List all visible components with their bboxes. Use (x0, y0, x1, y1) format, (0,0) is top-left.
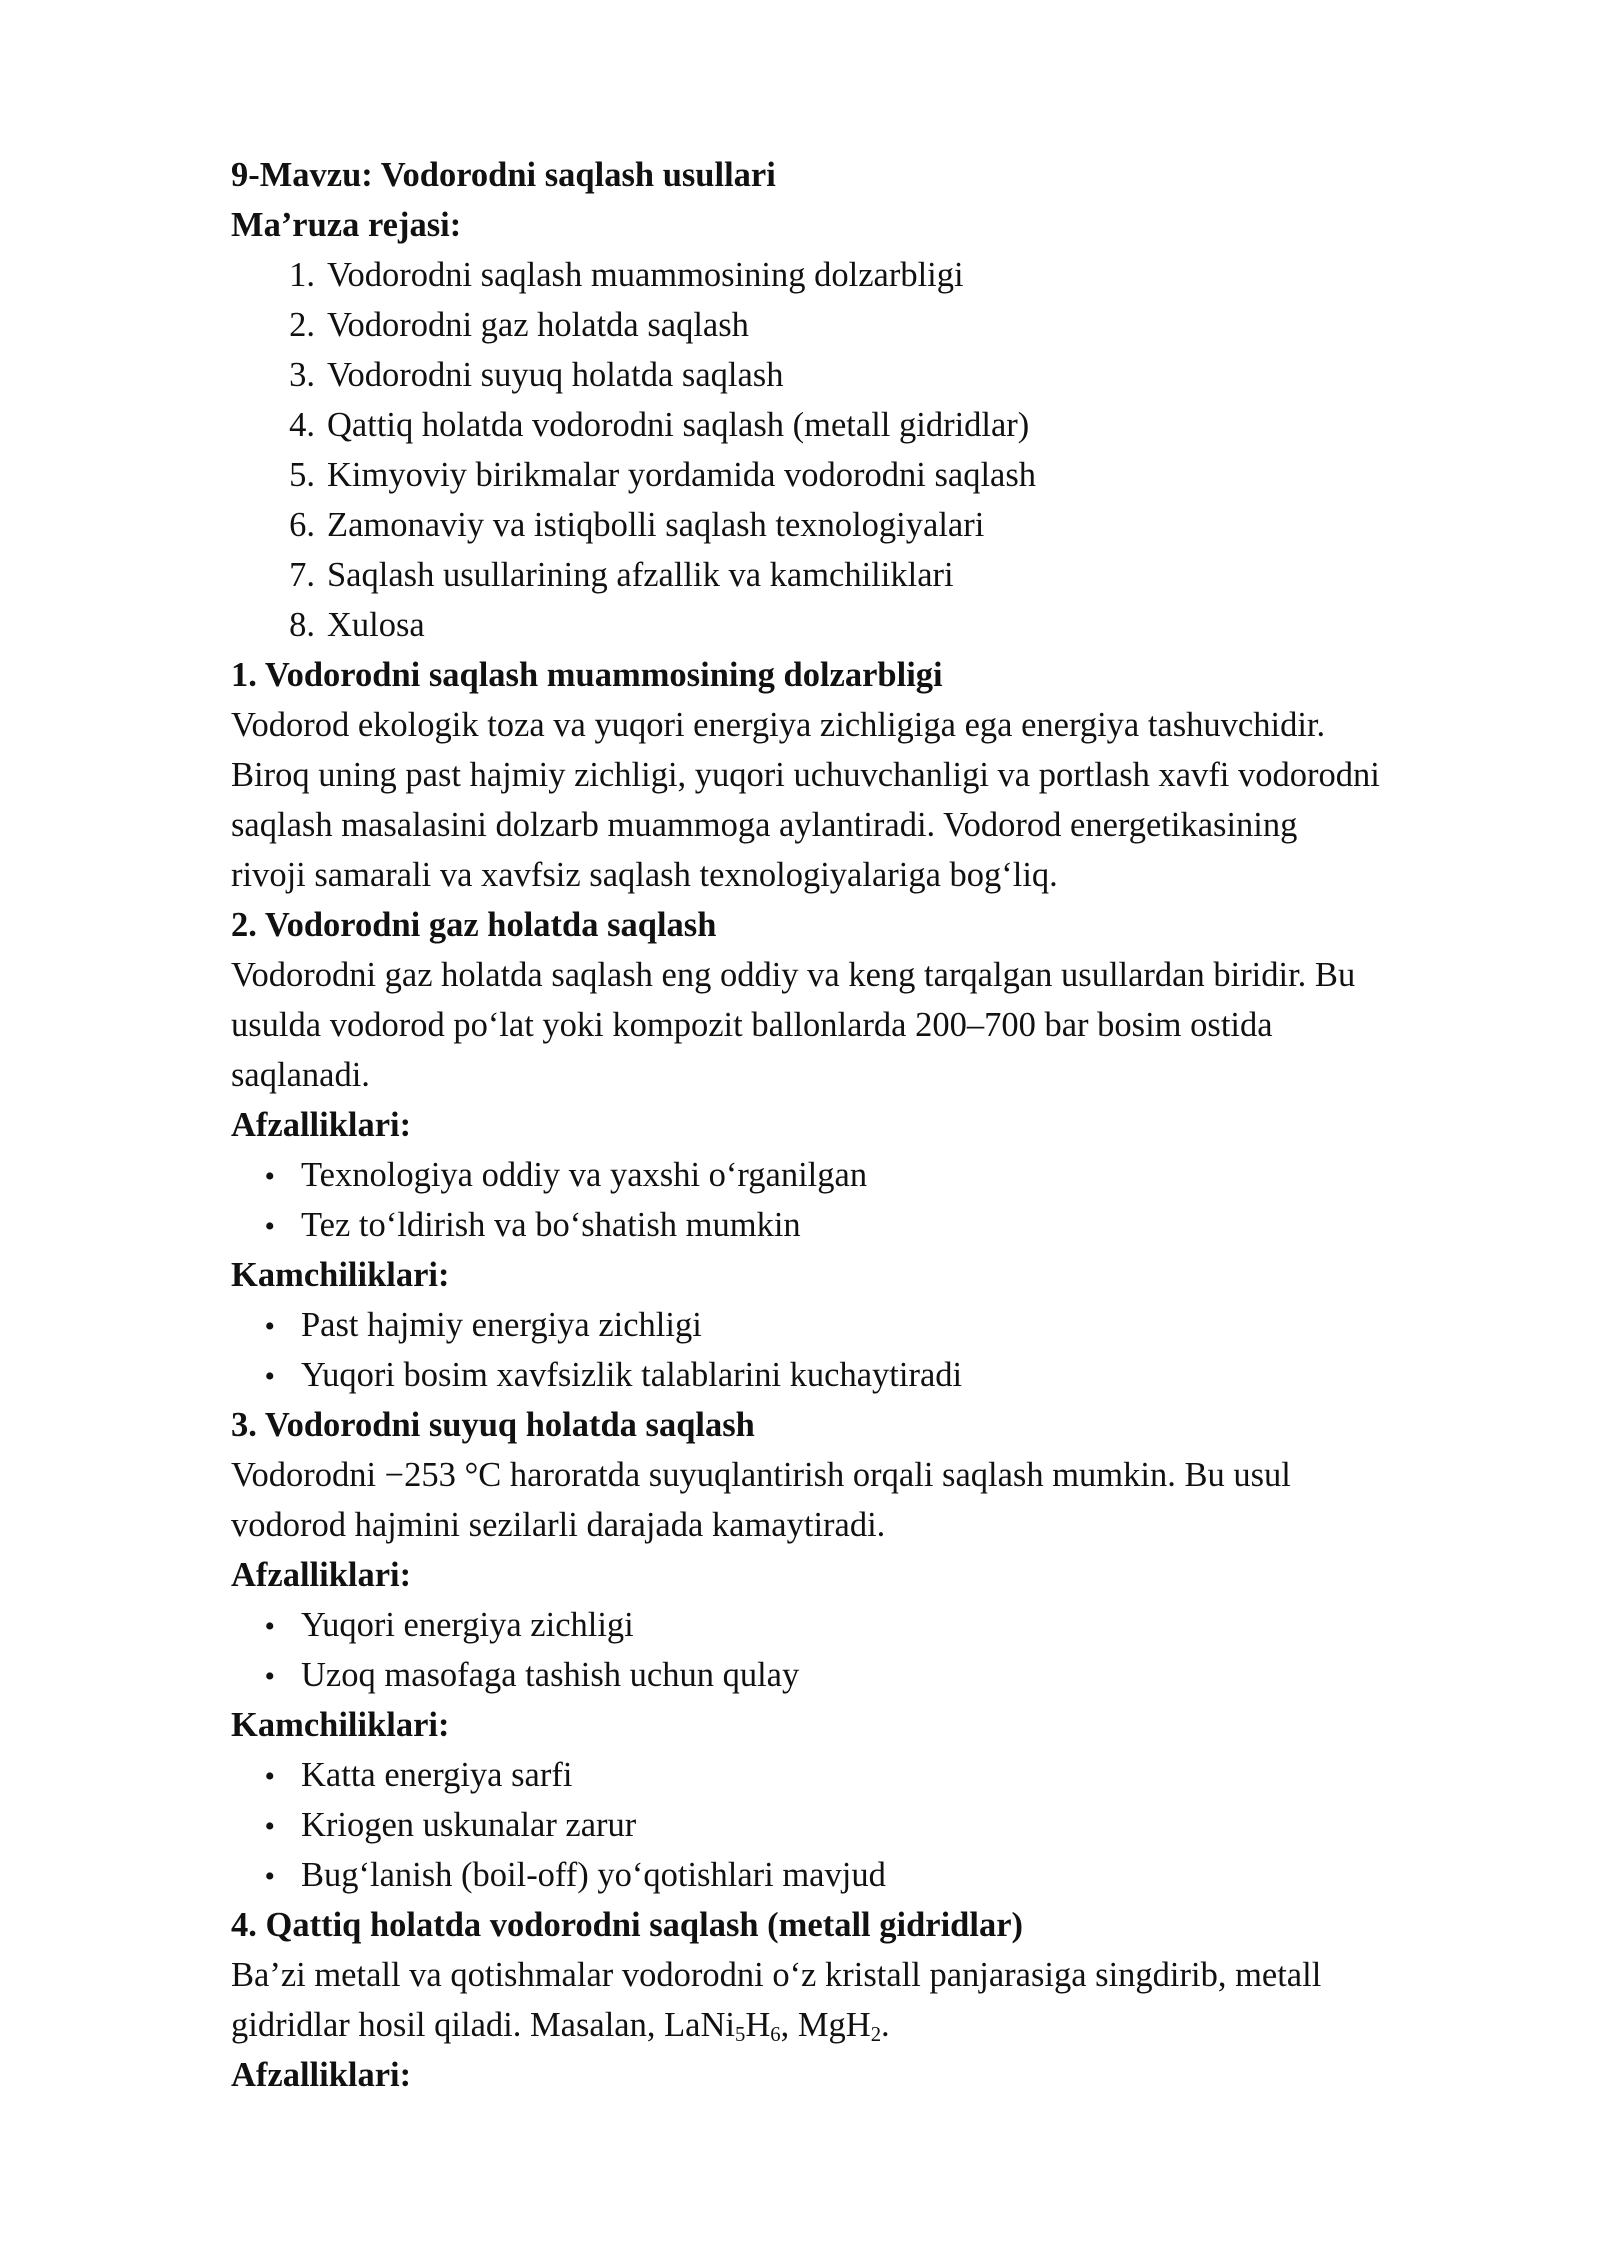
plan-item-number: 5. (289, 456, 315, 494)
section-4-heading: 4. Qattiq holatda vodorodni saqlash (metall gidridlar) (231, 1906, 1024, 1944)
list-item (231, 1300, 1521, 1350)
bullet-icon: • (264, 1360, 275, 1393)
plan-item-number: 8. (289, 606, 315, 644)
plan-heading: Ma’ruza rejasi: (231, 206, 462, 244)
section-2-heading: 2. Vodorodni gaz holatda saqlash (231, 906, 717, 944)
plan-item-text: Kimyoviy birikmalar yordamida vodorodni saqlash (327, 456, 1037, 494)
plan-item-text: Qattiq holatda vodorodni saqlash (metall gidridlar) (327, 406, 1030, 444)
formula-subscript: 2 (870, 2024, 882, 2047)
section-4-text-line: Ba’zi metall va qotishmalar vodorodni o‘z kristall panjarasiga singdirib, metall (231, 1956, 1322, 1994)
formula-part: H (745, 2006, 771, 2044)
list-item (231, 1150, 1521, 1200)
list-item-text: Texnologiya oddiy va yaxshi o‘rganilgan (301, 1156, 868, 1194)
list-item (231, 1850, 1521, 1900)
section-1-text-line: rivoji samarali va xavfsiz saqlash texnologiyalariga bog‘liq. (231, 856, 1058, 894)
list-item (231, 1200, 1521, 1250)
section-3-text-line: Vodorodni −253 °C haroratda suyuqlantirish orqali saqlash mumkin. Bu usul (231, 1456, 1291, 1494)
section-3-advantages-list (231, 1600, 1521, 1700)
section-1-text-line: saqlash masalasini dolzarb muammoga aylantiradi. Vodorod energetikasining (231, 806, 1298, 844)
section-1-text-line: Vodorod ekologik toza va yuqori energiya zichligiga ega energiya tashuvchidir. (231, 706, 1326, 744)
plan-item-number: 1. (289, 256, 315, 294)
section-2-disadvantages-list (231, 1300, 1521, 1400)
plan-item-text: Vodorodni gaz holatda saqlash (327, 306, 749, 344)
document-page (231, 150, 1521, 2100)
formula-subscript: 5 (734, 2024, 746, 2047)
plan-item (231, 600, 1521, 650)
section-1-text-line: Biroq uning past hajmiy zichligi, yuqori uchuvchanligi va portlash xavfi vodorodni (231, 756, 1380, 794)
bullet-icon: • (264, 1760, 275, 1793)
plan-item-number: 4. (289, 406, 315, 444)
list-item-text: Bug‘lanish (boil-off) yo‘qotishlari mavjud (301, 1856, 886, 1894)
plan-item-text: Zamonaviy va istiqbolli saqlash texnologiyalari (327, 506, 985, 544)
plan-item-number: 6. (289, 506, 315, 544)
list-item (231, 1650, 1521, 1700)
section-2-text-line: usulda vodorod po‘lat yoki kompozit ballonlarda 200–700 bar bosim ostida (231, 1006, 1273, 1044)
section-4-advantages-heading: Afzalliklari: (231, 2056, 412, 2094)
list-item-text: Katta energiya sarfi (301, 1756, 573, 1794)
formula-prefix: gidridlar hosil qiladi. Masalan, LaNi (231, 2006, 735, 2044)
formula-subscript: 6 (770, 2024, 781, 2047)
list-item-text: Yuqori bosim xavfsizlik talablarini kuchaytiradi (301, 1356, 963, 1394)
section-3-text-line: vodorod hajmini sezilarli darajada kamaytiradi. (231, 1506, 886, 1544)
bullet-icon: • (264, 1860, 275, 1893)
section-3-advantages-heading: Afzalliklari: (231, 1556, 412, 1594)
section-2-text-line: Vodorodni gaz holatda saqlash eng oddiy va keng tarqalgan usullardan biridir. Bu (231, 956, 1356, 994)
plan-item-number: 2. (289, 306, 315, 344)
sentence-end: . (881, 2006, 890, 2044)
bullet-icon: • (264, 1210, 275, 1243)
section-1-heading: 1. Vodorodni saqlash muammosining dolzarbligi (231, 656, 943, 694)
list-item (231, 1750, 1521, 1800)
bullet-icon: • (264, 1310, 275, 1343)
section-3-heading: 3. Vodorodni suyuq holatda saqlash (231, 1406, 755, 1444)
section-3-disadvantages-heading: Kamchiliklari: (231, 1706, 450, 1744)
list-item (231, 1600, 1521, 1650)
plan-item (231, 350, 1521, 400)
list-item-text: Past hajmiy energiya zichligi (301, 1306, 702, 1344)
section-2-advantages-heading: Afzalliklari: (231, 1106, 412, 1144)
section-3-disadvantages-list (231, 1750, 1521, 1900)
plan-item (231, 500, 1521, 550)
list-item (231, 1800, 1521, 1850)
list-item-text: Uzoq masofaga tashish uchun qulay (301, 1656, 800, 1694)
plan-item (231, 250, 1521, 300)
plan-item-text: Saqlash usullarining afzallik va kamchiliklari (327, 556, 954, 594)
plan-item (231, 400, 1521, 450)
bullet-icon: • (264, 1810, 275, 1843)
section-2-text-line: saqlanadi. (231, 1056, 370, 1094)
document-title: 9-Mavzu: Vodorodni saqlash usullari (231, 156, 776, 194)
bullet-icon: • (264, 1610, 275, 1643)
plan-list (231, 250, 1521, 650)
bullet-icon: • (264, 1160, 275, 1193)
plan-item-number: 7. (289, 556, 315, 594)
section-4-text-line-formulas (231, 2000, 1521, 2050)
section-2-advantages-list (231, 1150, 1521, 1250)
list-item (231, 1350, 1521, 1400)
plan-item-text: Vodorodni saqlash muammosining dolzarbligi (327, 256, 964, 294)
plan-item-text: Xulosa (327, 606, 425, 644)
plan-item-text: Vodorodni suyuq holatda saqlash (327, 356, 784, 394)
formula-separator: , MgH (780, 2006, 871, 2044)
plan-item (231, 300, 1521, 350)
list-item-text: Yuqori energiya zichligi (301, 1606, 634, 1644)
plan-item-number: 3. (289, 356, 315, 394)
plan-item (231, 550, 1521, 600)
list-item-text: Tez to‘ldirish va bo‘shatish mumkin (301, 1206, 801, 1244)
plan-item (231, 450, 1521, 500)
bullet-icon: • (264, 1660, 275, 1693)
section-2-disadvantages-heading: Kamchiliklari: (231, 1256, 450, 1294)
list-item-text: Kriogen uskunalar zarur (301, 1806, 637, 1844)
